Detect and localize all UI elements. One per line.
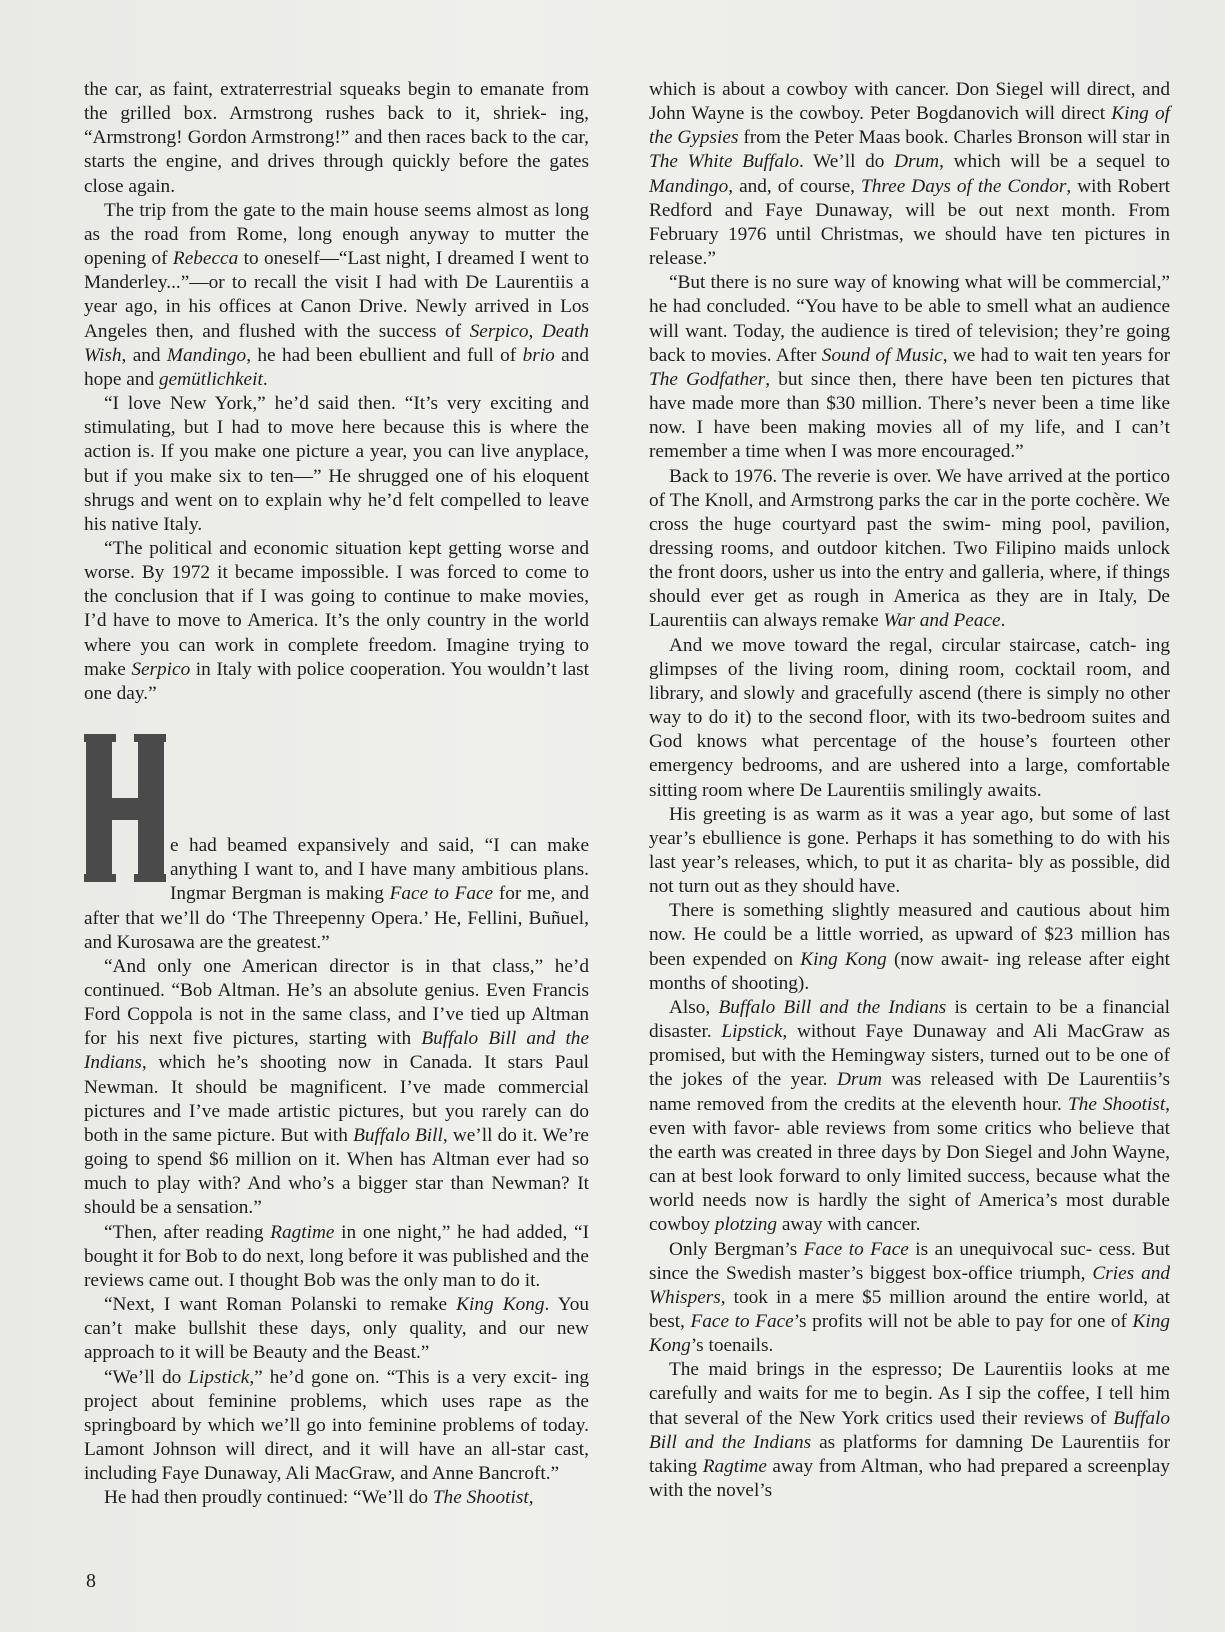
paragraph: which is about a cowboy with cancer. Don Siegel will direct, and John Wayne is the cowboy. Peter Bogdanovich will direct King of the Gypsies from the Peter Maas book. Charles Bronson will star in The White Buffalo. We’ll do Drum, which will be a sequel to Mandingo, and, of course, Three Days of the Condor, with Robert Redford and Faye Dunaway, will be out next month. From February 1976 until Christmas, we should have ten pictures in release.” <box>649 79 1171 270</box>
paragraph: The trip from the gate to the main house seems almost as long as the road from Rome, long enough anyway to mutter the opening of Rebecca to oneself—“Last night, I dreamed I went to Manderley...”—or to recall the visit I had with De Laurentiis a year ago, in his offices at Canon Drive. Newly arrived in Los Angeles then, and flushed with the success of Serpico, Death Wish, and Mandingo, he had been ebullient and full of brio and hope and gemütlichkeit. <box>84 199 589 390</box>
paragraph: His greeting is as warm as it was a year ago, but some of last year’s ebullience is gone. Perhaps it has something to do with his last year’s releases, which, to put it as charita- bly as possible, did not turn out as they should have. <box>649 803 1170 898</box>
paragraph: “And only one American director is in that class,” he’d continued. “Bob Altman. He’s an absolute genius. Even Francis Ford Coppola is not in the same class, and I’ve tied up Altman for his next five pictures, starting with Buffalo Bill and the Indians, which he’s shooting now in Canada. It stars Paul Newman. It should be magnificent. I’ve made commercial pictures and I’ve made artistic pictures, but you rarely can do both in the same picture. But with Buffalo Bill, we’ll do it. We’re going to spend $6 million on it. When has Altman ever had so much to play with? And who’s a bigger star than Newman? It should be a sensation.” <box>84 955 590 1219</box>
paragraph: Also, Buffalo Bill and the Indians is certain to be a financial disaster. Lipstick, without Faye Dunaway and Ali MacGraw as promised, but with the Hemingway sisters, turned out to be one of the jokes of the year. Drum was released with De Laurentiis’s name removed from the credits at the eleventh hour. The Shootist, even with favor- able reviews from some critics who believe that the earth was created in three days by Don Siegel and John Wayne, can at best look forward to only limited success, because what the world needs now is hardly the sight of America’s most durable cowboy plotzing away with cancer. <box>649 996 1170 1236</box>
paragraph: He had then proudly continued: “We’ll do The Shootist, <box>104 1487 534 1509</box>
paragraph: “Then, after reading Ragtime in one night,” he had added, “I bought it for Bob to do next, long before it was published and the reviews came out. I thought Bob was the only man to do it. <box>84 1221 590 1291</box>
paragraph: Back to 1976. The reverie is over. We have arrived at the portico of The Knoll, and Armstrong parks the car in the porte cochère. We cross the huge courtyard past the swim- ming pool, pavilion, dressing rooms, and outdoor kitchen. Two Filipino maids unlock the front doors, usher us into the entry and galleria, where, if things should ever get as rough in America as they are in Italy, De Laurentiis can always remake War and Peace. <box>649 465 1170 632</box>
right-column <box>649 78 1170 1503</box>
paragraph: “The political and economic situation kept getting worse and worse. By 1972 it became impossible. I was forced to come to the conclusion that if I was going to continue to make movies, I’d have to move to America. It’s the only country in the world where you can work in complete freedom. Imagine trying to make Serpico in Italy with police cooperation. You wouldn’t last one day.” <box>84 537 589 704</box>
page-number: 8 <box>86 1570 96 1592</box>
drop-cap-section <box>84 732 589 955</box>
paragraph: the car, as faint, extraterrestrial squeaks begin to emanate from the grilled box. Armstrong rushes back to it, shriek- ing, “Armstrong! Gordon Armstrong!” and then races back to the car, starts the engine, and drives through quickly before the gates close again. <box>84 79 589 197</box>
drop-cap-letter <box>84 732 166 884</box>
paragraph: “We’ll do Lipstick,” he’d gone on. “This is a very excit- ing project about feminine problems, which uses rape as the springboard by which we’ll go into feminine problems of today. Lamont Johnson will direct, and it will have an all-star cast, including Faye Dunaway, Ali MacGraw, and Anne Bancroft.” <box>84 1366 589 1485</box>
paragraph: And we move toward the regal, circular staircase, catch- ing glimpses of the living room, dining room, cocktail room, and library, and slowly and gracefully ascend (there is simply no other way to do it) to the second floor, with its two-bedroom suites and God knows what percentage of the house’s fourteen other emergency bedrooms, and are ushered into a large, comfortable sitting room where De Laurentiis smilingly awaits. <box>649 634 1170 801</box>
paragraph: There is something slightly measured and cautious about him now. He could be a little worried, as upward of $23 million has been expended on King Kong (now await- ing release after eight months of shooting). <box>649 900 1170 994</box>
left-column <box>84 78 589 1510</box>
paragraph: Only Bergman’s Face to Face is an unequivocal suc- cess. But since the Swedish master’s biggest box-office triumph, Cries and Whispers, took in a mere $5 million around the entire world, at best, Face to Face’s profits will not be able to pay for one of King Kong’s toenails. <box>649 1238 1170 1357</box>
paragraph: “Next, I want Roman Polanski to remake King Kong. You can’t make bullshit these days, only quality, and our new approach to it will be Beauty and the Beast.” <box>84 1294 590 1364</box>
drop-cap-h-icon <box>84 732 166 884</box>
paragraph: “I love New York,” he’d said then. “It’s very exciting and stimulating, but I had to move here because this is where the action is. If you make one picture a year, you can live anyplace, but if you make six to ten—” He shrugged one of his eloquent shrugs and went on to explain why he’d felt compelled to leave his native Italy. <box>84 393 589 535</box>
paragraph: “But there is no sure way of knowing what will be commercial,” he had concluded. “You have to be able to smell what an audience will want. Today, the audience is tired of television; they’re going back to movies. After Sound of Music, we had to wait ten years for The Godfather, but since then, there have been ten pictures that have made more than $30 million. There’s never been a time like now. I have been making movies all of my life, and I can’t remember a time when I was more encouraged.” <box>649 272 1171 463</box>
paragraph-dropcap: e had beamed expansively and said, “I can make anything I want to, and I have many ambitious plans. Ingmar Bergman is making Face to Face for me, and after that we’ll do ‘The Threepenny Opera.’ He, Fellini, Buñuel, and Kurosawa are the greatest.” <box>84 835 589 953</box>
paragraph: The maid brings in the espresso; De Laurentiis looks at me carefully and waits for me to begin. As I sip the coffee, I tell him that several of the New York critics used their reviews of Buffalo Bill and the Indians as platforms for damning De Laurentiis for taking Ragtime away from Altman, who had prepared a screenplay with the novel’s <box>649 1359 1171 1502</box>
